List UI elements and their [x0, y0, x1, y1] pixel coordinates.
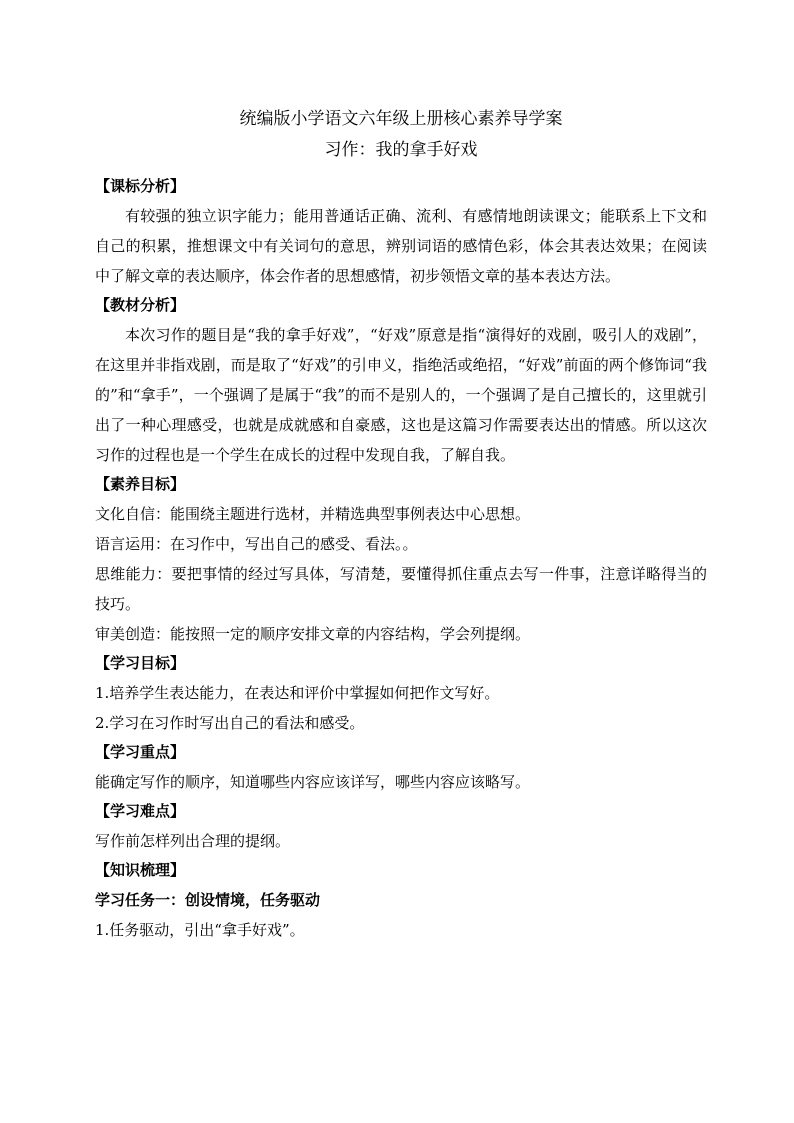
literacy-item-culture: 文化自信：能围绕主题进行选材，并精选典型事例表达中心思想。 — [95, 505, 531, 523]
goal-item-1: 1.培养学生表达能力，在表达和评价中掌握如何把作文写好。 — [95, 684, 500, 702]
curriculum-paragraph: 有较强的独立识字能力；能用普通话正确、流利、有感情地朗读课文；能联系上下文和自己的积累，推想课文中有关词句的意思，辨别词语的感情色彩，体会其表达效果；在阅读中了解文章的表达顺序，体会作者的思想感情，初步领悟文章的基本表达方法。 — [95, 207, 707, 285]
document-title: 统编版小学语文六年级上册核心素养导学案 — [239, 109, 563, 129]
goal-item-2: 2.学习在习作时写出自己的看法和感受。 — [95, 714, 365, 732]
literacy-item-thinking: 思维能力：要把事情的经过写具体，写清楚，要懂得抓住重点去写一件事，注意详略得当的技巧。 — [95, 565, 707, 613]
section-heading-textbook: 【教材分析】 — [95, 296, 186, 314]
difficulty-text: 写作前怎样列出合理的提纲。 — [95, 832, 291, 850]
task-one-item: 1.任务驱动，引出“拿手好戏”。 — [95, 921, 305, 939]
textbook-paragraph: 本次习作的题目是“我的拿手好戏”，“好戏”原意是指“演得好的戏剧，吸引人的戏剧”，在这里并非指戏剧，而是取了“好戏”的引申义，指绝活或绝招，“好戏”前面的两个修饰词“我的”和“拿手”，一个强调了是属于“我”的而不是别人的，一个强调了是自己擅长的，这里就引出了一种心理感受，也就是成就感和自豪感，这也是这篇习作需要表达出的情感。所以这次习作的过程也是一个学生在成长的过程中发现自我，了解自我。 — [95, 326, 707, 464]
section-heading-literacy: 【素养目标】 — [95, 475, 186, 493]
literacy-item-language: 语言运用：在习作中，写出自己的感受、看法。。 — [95, 535, 418, 553]
document-page — [95, 104, 707, 945]
section-heading-curriculum: 【课标分析】 — [95, 177, 186, 195]
section-heading-difficulty: 【学习难点】 — [95, 802, 186, 820]
section-heading-goals: 【学习目标】 — [95, 654, 186, 672]
focus-text: 能确定写作的顺序，知道哪些内容应该详写，哪些内容应该略写。 — [95, 773, 531, 791]
document-subtitle: 习作：我的拿手好戏 — [324, 140, 478, 160]
section-heading-focus: 【学习重点】 — [95, 743, 186, 761]
literacy-item-aesthetic: 审美创造：能按照一定的顺序安排文章的内容结构，学会列提纲。 — [95, 625, 531, 643]
section-heading-knowledge: 【知识梳理】 — [95, 861, 186, 879]
task-one-title: 学习任务一：创设情境，任务驱动 — [95, 891, 321, 909]
